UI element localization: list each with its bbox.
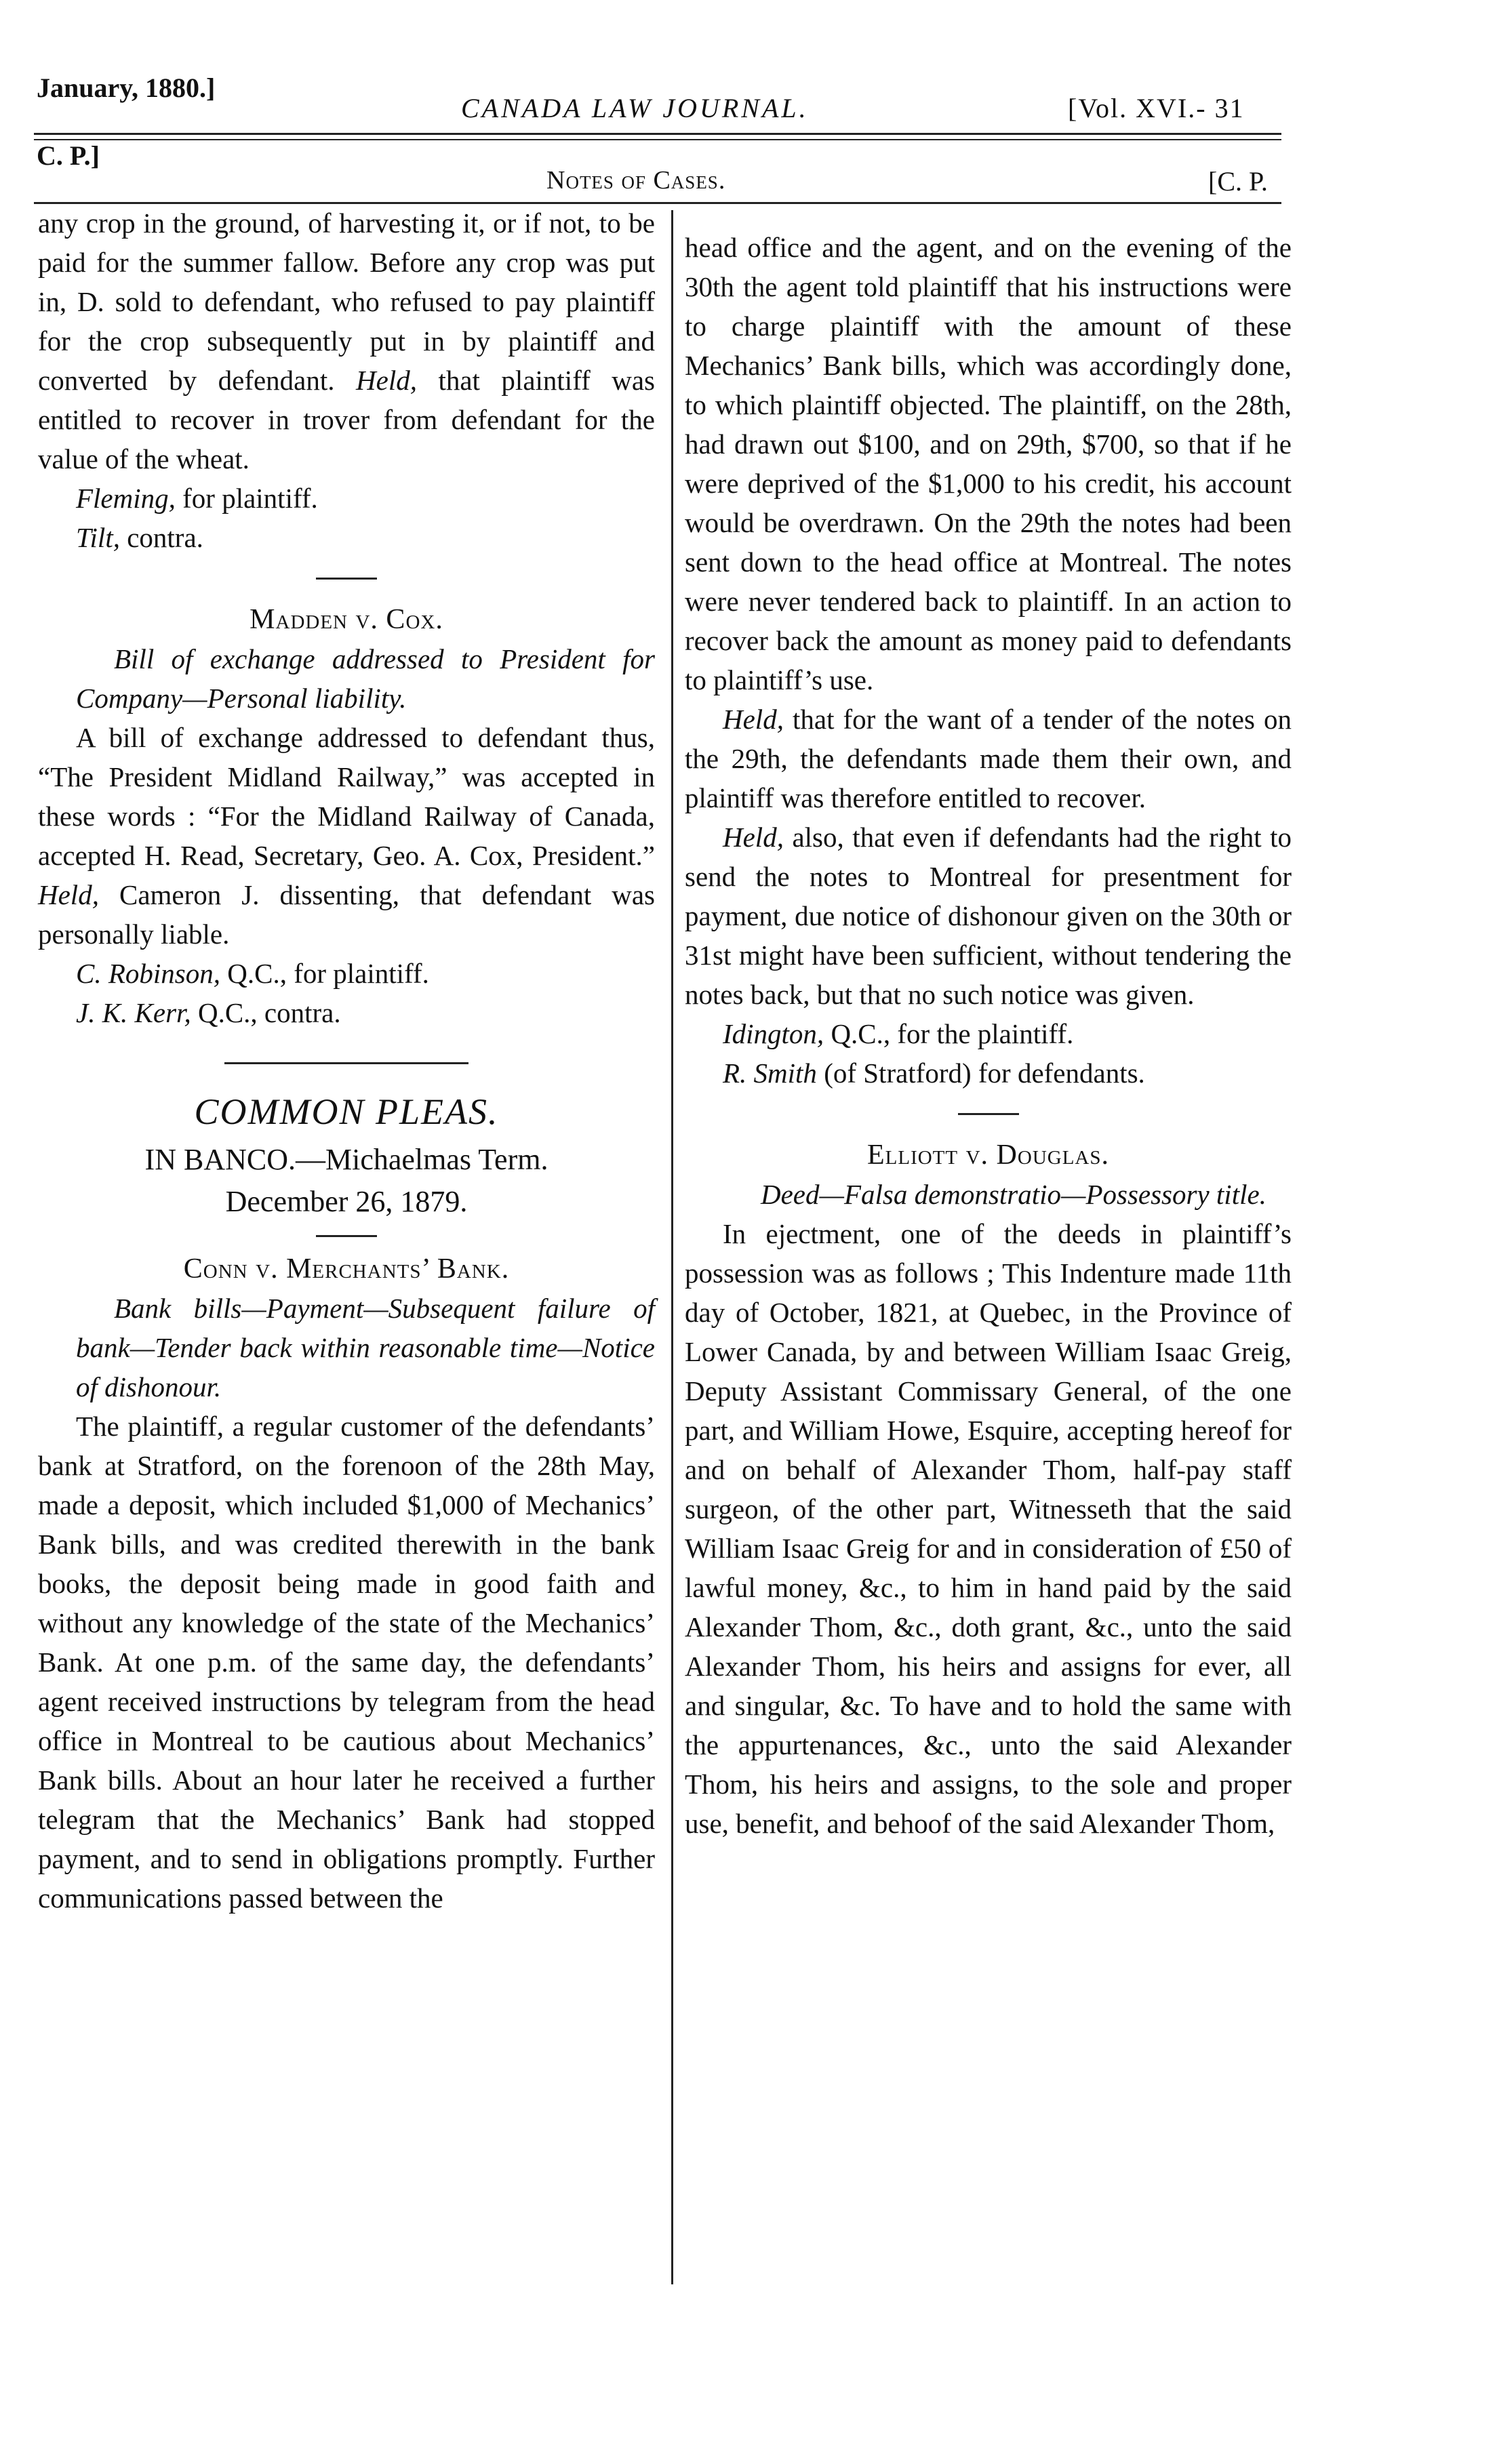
header-left-tag: C. P.] [37,140,100,171]
case3-holding-1 [685,700,1292,817]
holding-text: that for the want of a tender of the notes on the 29th, the defendants made them their own, and plaintiff was therefore entitled to recover. [685,704,1292,813]
counsel-role: Q.C., for plaintiff. [220,958,429,989]
case1-facts: any crop in the ground, of harvesting it, or if not, to be paid for the summer fallow. Before any crop was put in, D. sold to defendant, who refused to pay plaintiff for the crop subsequently put in by plaintiff and converted by defendant. [38,207,655,396]
header-date: January, 1880.] [37,73,216,103]
held-word: Held, [723,822,784,853]
case2-facts: A bill of exchange addressed to defendant thus, “The President Midland Railway,” was accepted in these words : “For the Midland Railway of Canada, accepted H. Read, Secretary, Geo. A. Cox, President.” [38,722,655,871]
term-date: December 26, 1879. [225,1185,468,1218]
counsel-role: (of Stratford) for defendants. [816,1057,1145,1089]
counsel-name: R. Smith [723,1057,817,1089]
case-separator [316,578,377,580]
case1-holding: that plaintiff was entitled to recover in trover from defendant for the value of the wheat. [38,365,656,474]
term-heading: IN BANCO.—Michaelmas Term. [144,1143,548,1176]
court-title: COMMON PLEAS. [194,1091,499,1132]
case2-counsel-defendant [38,993,655,1032]
header-section-title: Notes of Cases. [546,166,726,195]
case2-counsel-plaintiff [38,954,655,993]
case3-counsel-defendant [685,1053,1292,1093]
case1-held-word: Held, [356,365,417,396]
case2-headnote: Bill of exchange addressed to President for Company—Personal liability. [76,643,655,714]
counsel-role: Q.C., contra. [191,997,341,1028]
case3-headnote: Bank bills—Payment—Subsequent failure of bank—Tender back within reasonable time—Notice of dishonour. [76,1293,655,1402]
section-separator [224,1062,468,1064]
counsel-name: Fleming, [76,483,176,514]
held-word: Held, [723,704,784,735]
header-right-tag: [C. P. [1208,166,1268,197]
column-divider [671,210,673,2284]
case3-text-continued: head office and the agent, and on the evening of the 30th the agent told plaintiff that his instructions were to charge plaintiff with the amount of these Mechanics’ Bank bills, which was accordingly done, to which plaintiff objected. The plaintiff, on the 28th, had drawn out $100, and on 29th, $700, so that if he were deprived of the $1,000 to his credit, his account would be overdrawn. On the 29th the notes had been sent down to the head office at Montreal. The notes were never tendered back to plaintiff. In an action to recover back the amount as money paid to defendants to plaintiff’s use. [685,232,1292,695]
case3-title: Conn v. Merchants’ Bank. [183,1253,510,1285]
case1-counsel-plaintiff [38,479,655,518]
case2-held-word: Held, [38,879,99,910]
counsel-role: for plaintiff. [175,483,318,514]
case2-holding: Cameron J. dissenting, that defendant was personally liable. [38,879,655,950]
header-rule-top-2 [34,139,1281,140]
case4-headnote: Deed—Falsa demonstratio—Possessory title. [761,1179,1266,1210]
right-column [685,228,1292,1843]
case-separator [958,1113,1019,1115]
case1-counsel-defendant [38,518,655,557]
counsel-name: Tilt, [76,522,120,553]
case4-text: In ejectment, one of the deeds in plaintiff’s possession was as follows ; This Indenture made 11th day of October, 1821, at Quebec, in the Province of Lower Canada, by and between William Isaac Greig, Deputy Assistant Commissary General, of the one part, and William Howe, Esquire, accepting hereof for and on behalf of Alexander Thom, half-pay staff surgeon, of the other part, Witnesseth that the said William Isaac Greig for and in consideration of £50 of lawful money, &c., to him in hand paid by the said Alexander Thom, &c., doth grant, &c., unto the said Alexander Thom, his heirs and assigns for ever, all and singular, &c. To have and to hold the same with the appurtenances, &c., unto the said Alexander Thom, his heirs and assigns, to the sole and proper use, benefit, and behoof of the said Alexander Thom, [685,1218,1292,1839]
case4-title: Elliott v. Douglas. [866,1139,1109,1171]
header-volume: [Vol. XVI.- 31 [1068,93,1245,123]
left-column [38,203,655,1918]
counsel-name: Idington, [723,1018,824,1049]
header-journal-title: CANADA LAW JOURNAL. [461,93,809,123]
case2-title: Madden v. Cox. [250,604,443,635]
case-separator [316,1235,377,1237]
case1-text [38,203,655,479]
holding-text: also, that even if defendants had the right to send the notes to Montreal for presentment for payment, due notice of dishonour given on the 30th or 31st might have been sufficient, without tendering the notes back, but that no such notice was given. [685,822,1292,1010]
case3-text: The plaintiff, a regular customer of the defendants’ bank at Stratford, on the forenoon of the 28th May, made a deposit, which included $1,000 of Mechanics’ Bank bills, and was credited therewith in the bank books, the deposit being made in good faith and without any knowledge of the state of the Mechanics’ Bank. At one p.m. of the same day, the defendants’ agent received instructions by telegram from the head office in Montreal to be cautious about Mechanics’ Bank bills. About an hour later he received a further telegram that the Mechanics’ Bank had stopped payment, and to send in obligations promptly. Further communications passed between the [38,1411,655,1914]
case3-counsel-plaintiff [685,1014,1292,1053]
counsel-role: contra. [119,522,203,553]
case2-text [38,718,655,954]
counsel-name: C. Robinson, [76,958,220,989]
header-rule-top [34,133,1281,135]
counsel-role: Q.C., for the plaintiff. [824,1018,1074,1049]
counsel-name: J. K. Kerr, [76,997,191,1028]
case3-holding-2 [685,817,1292,1014]
